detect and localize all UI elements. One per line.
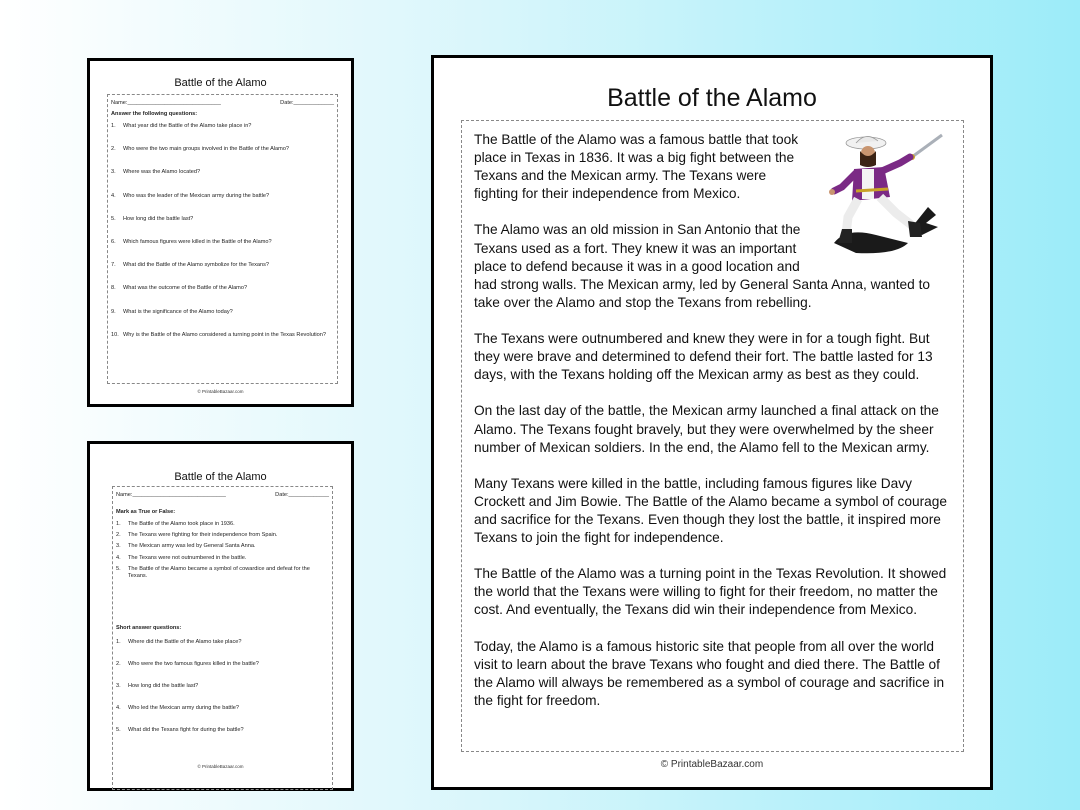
question-item <box>116 566 326 581</box>
question-number: 8. <box>111 285 116 292</box>
question-number: 5. <box>116 565 121 572</box>
question-number: 2. <box>116 532 121 539</box>
footer-copyright: © PrintableBazaar.com <box>197 389 244 394</box>
question-item <box>111 309 331 316</box>
page-title: Battle of the Alamo <box>607 84 817 112</box>
reading-paragraph: Many Texans were killed in the battle, including famous figures like Davy Crockett and Jim Bowie. The Battle of the Alamo became a symbol of courage and sacrifice for the Texans. Even though they lost the battle, it inspired more Texans to join the fight for independence. <box>474 475 947 546</box>
question-number: 3. <box>116 543 121 550</box>
question-text: What did the Texans fight for during the battle? <box>128 727 244 733</box>
question-text: What year did the Battle of the Alamo take place in? <box>123 123 252 129</box>
question-number: 5. <box>111 215 116 222</box>
worksheet-title: Battle of the Alamo <box>174 471 267 483</box>
reading-body <box>474 131 952 728</box>
worksheet-questions-page <box>87 58 354 407</box>
question-item <box>111 216 331 223</box>
worksheet-frame <box>112 486 333 790</box>
question-item <box>111 193 331 200</box>
question-item <box>116 661 326 668</box>
question-text: The Texans were fighting for their independence from Spain. <box>128 532 278 539</box>
question-number: 10. <box>111 331 119 338</box>
question-item <box>116 532 326 539</box>
question-item <box>116 543 326 550</box>
question-item <box>116 521 326 528</box>
question-text: Why is the Battle of the Alamo considered a turning point in the Texas Revolution? <box>123 331 326 338</box>
question-text: What was the outcome of the Battle of the Alamo? <box>123 285 248 292</box>
question-number: 7. <box>111 262 116 269</box>
name-field: Name:______________________________ <box>116 492 226 498</box>
reading-paragraph: The Texans were outnumbered and knew they were in for a tough fight. But they were brave and determined to defend their fort. The battle lasted for 13 days, with the Texans holding off the Mexican army as best as they could. <box>474 331 933 383</box>
question-text: How long did the battle last? <box>128 683 199 689</box>
question-item <box>111 262 331 269</box>
question-number: 5. <box>116 727 121 733</box>
question-text: The Texans were not outnumbered in the battle. <box>128 554 247 561</box>
question-item <box>111 239 331 246</box>
reading-paragraph: The Battle of the Alamo was a turning point in the Texas Revolution. It showed the world that the Texans were willing to fight for their freedom, no matter the cost. And eventually, the Texans did win their independence from Mexico. <box>474 566 947 618</box>
question-text: The Mexican army was led by General Santa Anna. <box>128 543 256 550</box>
question-text: Where did the Battle of the Alamo take place? <box>128 639 242 645</box>
question-item <box>111 285 331 292</box>
question-item <box>116 727 326 734</box>
reading-paragraph: The Alamo was an old mission in San Antonio that the Texans used as a fort. They knew it was an important place to defend because it was in a good location and had strong walls. The Mexican army, led by General Santa Anna, wanted to take over the Alamo and stop the Texans from rebelling. <box>474 222 930 310</box>
question-item <box>116 705 326 712</box>
worksheet-frame <box>107 94 338 384</box>
question-text: Who were the two famous figures killed in the battle? <box>128 661 259 667</box>
question-item <box>111 146 331 153</box>
soldier-with-sword-illustration <box>816 131 952 255</box>
name-date-row <box>116 492 329 499</box>
question-text: Who were the two main groups involved in the Battle of the Alamo? <box>123 146 290 153</box>
question-number: 4. <box>116 705 121 711</box>
name-field: Name:______________________________ <box>111 100 221 106</box>
reading-paragraph: The Battle of the Alamo was a famous battle that took place in Texas in 1836. It was a big fight between the Texans and the Mexican army. The Texans were fighting for their independence from Mexico. <box>474 132 799 202</box>
true-false-heading: Mark as True or False: <box>116 509 176 515</box>
question-item <box>116 555 326 562</box>
reading-frame <box>461 120 964 752</box>
question-text: Which famous figures were killed in the Battle of the Alamo? <box>123 239 272 245</box>
footer-copyright: © PrintableBazaar.com <box>660 759 764 770</box>
questions-heading: Answer the following questions: <box>111 111 198 117</box>
question-text: What did the Battle of the Alamo symbolize for the Texans? <box>123 262 270 269</box>
date-field: Date:_____________ <box>275 492 329 498</box>
question-number: 2. <box>111 146 116 153</box>
question-number: 1. <box>116 639 121 645</box>
question-item <box>111 332 331 339</box>
question-item <box>111 169 331 176</box>
question-text: The Battle of the Alamo took place in 1936. <box>128 521 235 527</box>
question-number: 2. <box>116 661 121 667</box>
question-number: 3. <box>116 683 121 689</box>
name-date-row <box>111 100 334 107</box>
question-number: 1. <box>111 123 116 129</box>
question-number: 9. <box>111 308 116 315</box>
reading-paragraph: Today, the Alamo is a famous historic site that people from all over the world visit to learn about the brave Texans who fought and died there. The Battle of the Alamo will always be remembered as a symbol of courage and sacrifice in the fight for freedom. <box>474 638 945 708</box>
question-text: Where was the Alamo located? <box>123 169 201 176</box>
reading-paragraph: On the last day of the battle, the Mexican army launched a final attack on the Alamo. The Texans fought bravely, but they were overwhelmed by the sheer number of Mexican soldiers. In the end, the Alamo fell to the Mexican army. <box>474 403 939 455</box>
question-item <box>116 639 326 646</box>
footer-copyright: © PrintableBazaar.com <box>197 764 244 769</box>
question-text: What is the significance of the Alamo today? <box>123 308 233 315</box>
question-text: Who was the leader of the Mexican army during the battle? <box>123 192 270 199</box>
question-text: Who led the Mexican army during the battle? <box>128 705 240 711</box>
reading-passage-page <box>431 55 993 790</box>
question-number: 4. <box>111 192 116 199</box>
short-answer-heading: Short answer questions: <box>116 625 182 631</box>
date-field: Date:_____________ <box>280 100 334 106</box>
question-text: How long did the battle last? <box>123 215 194 222</box>
worksheet-truefalse-page <box>87 441 354 791</box>
question-number: 4. <box>116 554 121 561</box>
question-number: 1. <box>116 521 121 527</box>
worksheet-title: Battle of the Alamo <box>174 77 267 89</box>
question-text: The Battle of the Alamo became a symbol of cowardice and defeat for the Texans. <box>128 565 310 580</box>
question-item <box>116 683 326 690</box>
question-number: 3. <box>111 169 116 176</box>
question-number: 6. <box>111 239 116 245</box>
question-item <box>111 123 331 130</box>
